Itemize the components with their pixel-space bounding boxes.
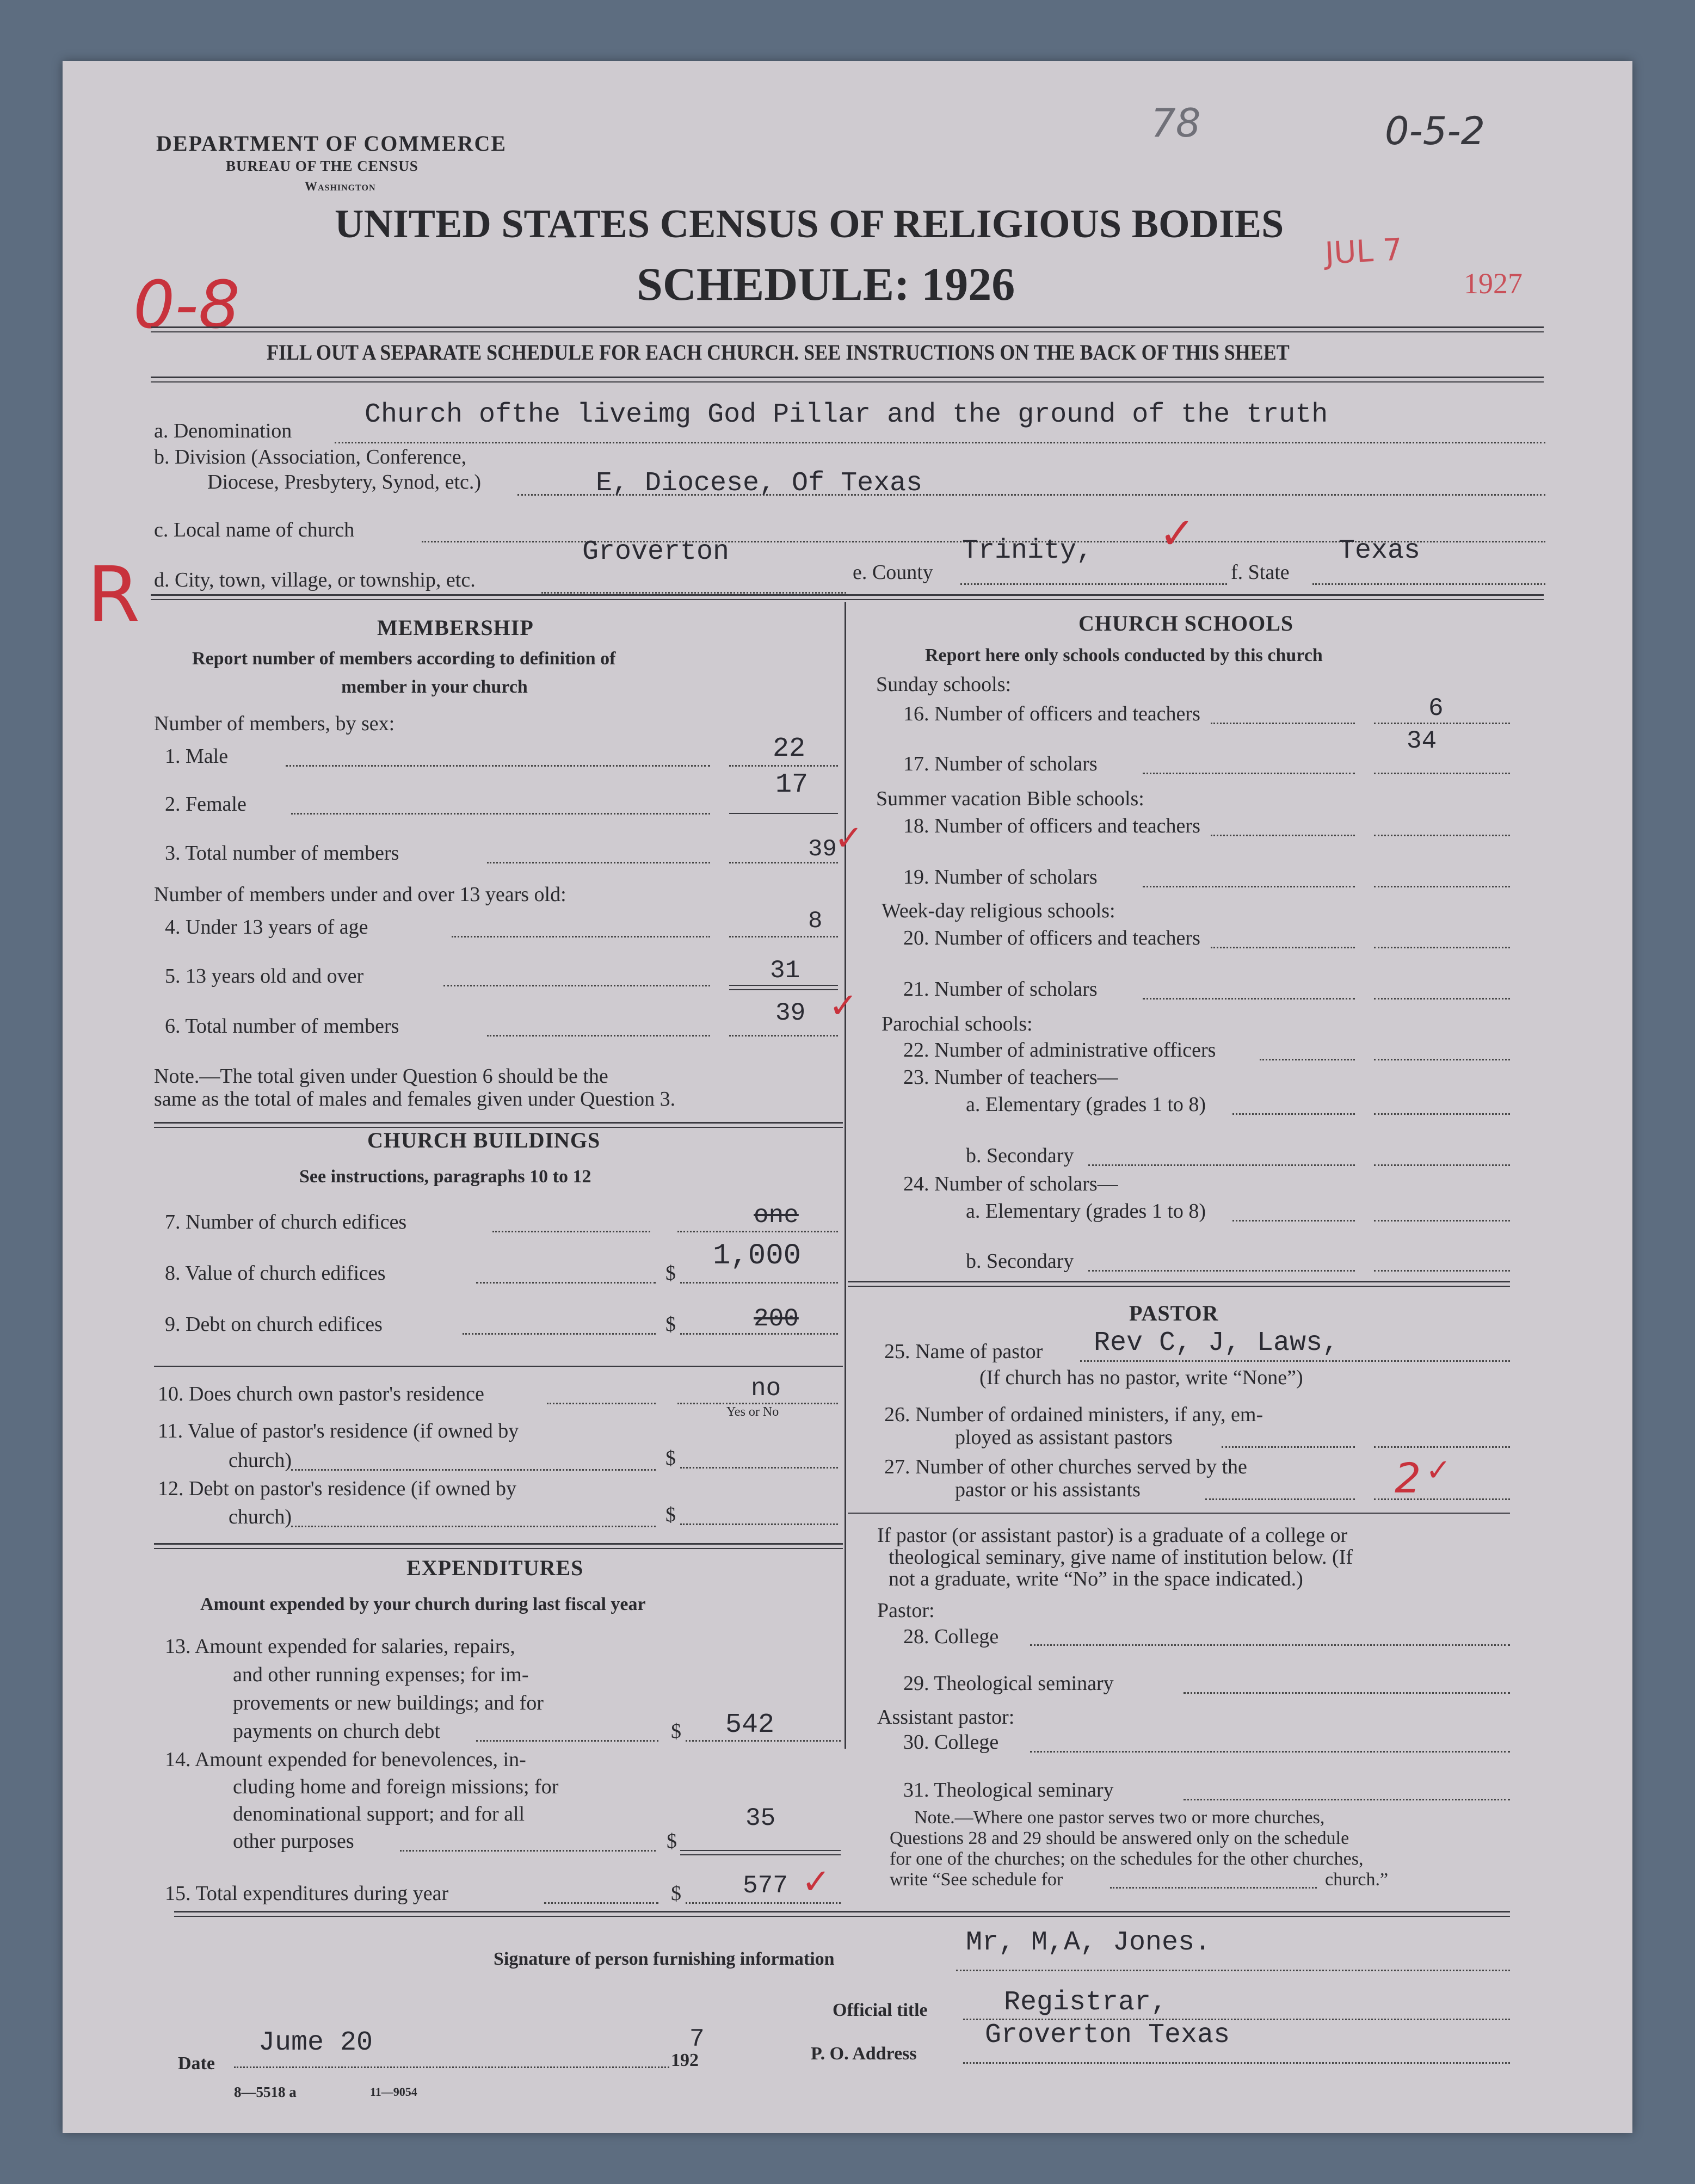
buildings-sub: See instructions, paragraphs 10 to 12: [299, 1167, 591, 1187]
q9-label: 9. Debt on church edifices: [165, 1313, 383, 1336]
q18-label: 18. Number of officers and teachers: [903, 815, 1200, 837]
q30-label: 30. College: [903, 1731, 999, 1754]
dollar-sign: $: [671, 1720, 681, 1743]
pastor-note-3: for one of the churches; on the schedules for the other churches,: [890, 1849, 1364, 1869]
q9-value: 200: [754, 1305, 799, 1333]
q28-label: 28. College: [903, 1625, 999, 1648]
dollar-sign: $: [665, 1313, 676, 1336]
q14-label-4: other purposes: [233, 1830, 354, 1853]
q10-value: no: [751, 1374, 781, 1403]
q14-value: 35: [745, 1804, 776, 1833]
q17-label: 17. Number of scholars: [903, 752, 1098, 775]
year-prefix: 192: [671, 2050, 699, 2070]
form-title: UNITED STATES CENSUS OF RELIGIOUS BODIES: [335, 202, 1284, 246]
division-label-2: Diocese, Presbytery, Synod, etc.): [207, 471, 482, 493]
q27-label-2: pastor or his assistants: [955, 1478, 1141, 1501]
q14-label-1: 14. Amount expended for benevolences, in-: [165, 1748, 526, 1771]
received-date-stamp: JUL 7: [1324, 232, 1403, 272]
pastor-note-4b: church.”: [1325, 1870, 1389, 1890]
sunday-schools-label: Sunday schools:: [876, 673, 1012, 696]
check-mark-icon: ✓: [1159, 510, 1196, 558]
q23b-label: b. Secondary: [966, 1144, 1074, 1167]
expenditures-sub: Amount expended by your church during last fiscal year: [200, 1594, 646, 1614]
address-value: Groverton Texas: [985, 2020, 1230, 2051]
q21-label: 21. Number of scholars: [903, 978, 1098, 1001]
q7-value: one: [754, 1201, 799, 1230]
q7-label: 7. Number of church edifices: [165, 1211, 407, 1233]
q6-value: 39: [775, 999, 806, 1027]
date-value: Jume 20: [258, 2027, 373, 2058]
schools-heading: CHURCH SCHOOLS: [1078, 611, 1294, 636]
q2-value: 17: [775, 769, 809, 800]
check-mark-icon: ✓: [802, 1862, 831, 1901]
membership-sub-2: member in your church: [341, 677, 528, 697]
handwritten-mark-o8: 0-8: [133, 268, 240, 343]
q14-label-2: cluding home and foreign missions; for: [233, 1775, 559, 1798]
received-year-stamp: 1927: [1464, 267, 1523, 300]
q25-note: (If church has no pastor, write “None”): [979, 1366, 1303, 1389]
pastor-note-2: Questions 28 and 29 should be answered only on the schedule: [890, 1828, 1349, 1848]
pastor-sublabel: Pastor:: [877, 1599, 935, 1622]
members-by-sex-label: Number of members, by sex:: [154, 712, 395, 735]
q13-value: 542: [725, 1710, 775, 1741]
schools-sub: Report here only schools conducted by this church: [925, 645, 1323, 665]
dollar-sign: $: [665, 1447, 676, 1470]
q14-label-3: denominational support; and for all: [233, 1803, 525, 1825]
q25-label: 25. Name of pastor: [884, 1340, 1043, 1363]
division-label-1: b. Division (Association, Conference,: [154, 446, 467, 468]
official-title-label: Official title: [833, 2000, 928, 2020]
pastor-note-1: Note.—Where one pastor serves two or more churches,: [914, 1807, 1325, 1828]
assistant-pastor-sublabel: Assistant pastor:: [877, 1706, 1015, 1729]
q11-label-1: 11. Value of pastor's residence (if owned by: [158, 1420, 519, 1442]
q16-label: 16. Number of officers and teachers: [903, 702, 1200, 725]
q8-label: 8. Value of church edifices: [165, 1262, 386, 1285]
buildings-heading: CHURCH BUILDINGS: [367, 1128, 601, 1152]
q20-label: 20. Number of officers and teachers: [903, 927, 1200, 949]
city-heading: Washington: [305, 180, 376, 193]
q13-label-2: and other running expenses; for im-: [233, 1663, 529, 1686]
q3-label: 3. Total number of members: [165, 842, 399, 865]
year-digit: 7: [689, 2025, 705, 2053]
handwritten-code: 0-5-2: [1385, 109, 1486, 153]
q10-label: 10. Does church own pastor's residence: [158, 1383, 484, 1405]
members-by-age-label: Number of members under and over 13 years old:: [154, 883, 566, 906]
q12-label-2: church): [229, 1506, 292, 1528]
q8-value: 1,000: [713, 1239, 802, 1273]
membership-note-2: same as the total of males and females given under Question 3.: [154, 1088, 676, 1110]
q4-label: 4. Under 13 years of age: [165, 916, 368, 939]
membership-heading: MEMBERSHIP: [377, 615, 534, 640]
city-label: d. City, town, village, or township, etc.: [154, 569, 476, 591]
county-value: Trinity,: [962, 535, 1093, 566]
dollar-sign: $: [671, 1882, 681, 1905]
q23a-label: a. Elementary (grades 1 to 8): [966, 1093, 1206, 1116]
q5-value: 31: [770, 957, 800, 985]
handwritten-mark-r: R: [87, 551, 140, 639]
parochial-schools-label: Parochial schools:: [882, 1013, 1033, 1035]
county-label: e. County: [853, 561, 933, 584]
q16-value: 6: [1428, 694, 1444, 723]
q17-value: 34: [1407, 727, 1437, 755]
q25-value: Rev C, J, Laws,: [1094, 1328, 1339, 1359]
schedule-title: SCHEDULE: 1926: [637, 258, 1015, 310]
pastor-note-4: write “See schedule for: [890, 1870, 1063, 1890]
q5-label: 5. 13 years old and over: [165, 965, 364, 988]
dollar-sign: $: [665, 1503, 676, 1526]
q6-label: 6. Total number of members: [165, 1015, 399, 1038]
q2-label: 2. Female: [165, 793, 246, 816]
department-heading: DEPARTMENT OF COMMERCE: [156, 131, 507, 156]
q13-label-4: payments on church debt: [233, 1720, 440, 1743]
q4-value: 8: [808, 908, 823, 935]
pastor-heading: PASTOR: [1129, 1301, 1219, 1325]
graduate-instr-1: If pastor (or assistant pastor) is a graduate of a college or: [877, 1524, 1348, 1547]
q29-label: 29. Theological seminary: [903, 1672, 1114, 1695]
expenditures-heading: EXPENDITURES: [406, 1556, 584, 1580]
date-label: Date: [178, 2053, 215, 2074]
weekday-schools-label: Week-day religious schools:: [882, 899, 1115, 922]
dollar-sign: $: [665, 1262, 676, 1285]
q31-label: 31. Theological seminary: [903, 1779, 1114, 1802]
q23-label: 23. Number of teachers—: [903, 1066, 1118, 1089]
division-value: E, Diocese, Of Texas: [596, 468, 923, 499]
denomination-label: a. Denomination: [154, 419, 292, 442]
q26-label-2: ployed as assistant pastors: [955, 1426, 1173, 1449]
form-number: 8—5518 a: [234, 2084, 297, 2100]
bureau-heading: BUREAU OF THE CENSUS: [226, 158, 418, 174]
q13-label-3: provements or new buildings; and for: [233, 1692, 544, 1714]
q22-label: 22. Number of administrative officers: [903, 1039, 1216, 1062]
graduate-instr-2: theological seminary, give name of institution below. (If: [889, 1546, 1353, 1569]
q15-label: 15. Total expenditures during year: [165, 1882, 449, 1905]
instruction-line: FILL OUT A SEPARATE SCHEDULE FOR EACH CHURCH. SEE INSTRUCTIONS ON THE BACK OF THIS SHEET: [267, 340, 1290, 365]
q24b-label: b. Secondary: [966, 1250, 1074, 1273]
summer-schools-label: Summer vacation Bible schools:: [876, 787, 1144, 810]
q11-label-2: church): [229, 1449, 292, 1472]
q1-value: 22: [773, 733, 806, 764]
q3-value: 39: [808, 836, 837, 863]
membership-sub-1: Report number of members according to definition of: [192, 649, 616, 669]
q12-label-1: 12. Debt on pastor's residence (if owned by: [158, 1477, 517, 1500]
check-mark-icon: ✓: [829, 986, 858, 1025]
q19-label: 19. Number of scholars: [903, 866, 1098, 889]
census-schedule-sheet: [63, 61, 1632, 2133]
signature-label: Signature of person furnishing information: [494, 1949, 835, 1969]
q27-value: 2: [1395, 1454, 1421, 1502]
state-value: Texas: [1339, 535, 1421, 566]
yes-or-no-hint: Yes or No: [726, 1405, 779, 1419]
signature-value: Mr, M,A, Jones.: [966, 1927, 1211, 1958]
graduate-instr-3: not a graduate, write “No” in the space indicated.): [889, 1568, 1303, 1590]
state-label: f. State: [1231, 561, 1290, 584]
dollar-sign: $: [667, 1830, 677, 1853]
q24a-label: a. Elementary (grades 1 to 8): [966, 1200, 1206, 1223]
handwritten-number: 78: [1151, 100, 1201, 146]
official-title-value: Registrar,: [1004, 1987, 1168, 2018]
q24-label: 24. Number of scholars—: [903, 1173, 1118, 1195]
check-mark-icon: ✓: [834, 819, 864, 857]
q26-label-1: 26. Number of ordained ministers, if any, em-: [884, 1403, 1263, 1426]
membership-note-1: Note.—The total given under Question 6 should be the: [154, 1065, 608, 1088]
q13-label-1: 13. Amount expended for salaries, repairs,: [165, 1635, 515, 1658]
city-value: Groverton: [582, 536, 730, 567]
q27-label-1: 27. Number of other churches served by the: [884, 1455, 1247, 1478]
denomination-value: Church ofthe liveimg God Pillar and the ground of the truth: [365, 399, 1328, 430]
print-number: 11—9054: [370, 2085, 417, 2099]
q1-label: 1. Male: [165, 745, 229, 768]
q15-value: 577: [743, 1872, 788, 1900]
address-label: P. O. Address: [811, 2044, 917, 2064]
check-mark-icon: ✓: [1426, 1454, 1451, 1488]
local-name-label: c. Local name of church: [154, 519, 355, 541]
